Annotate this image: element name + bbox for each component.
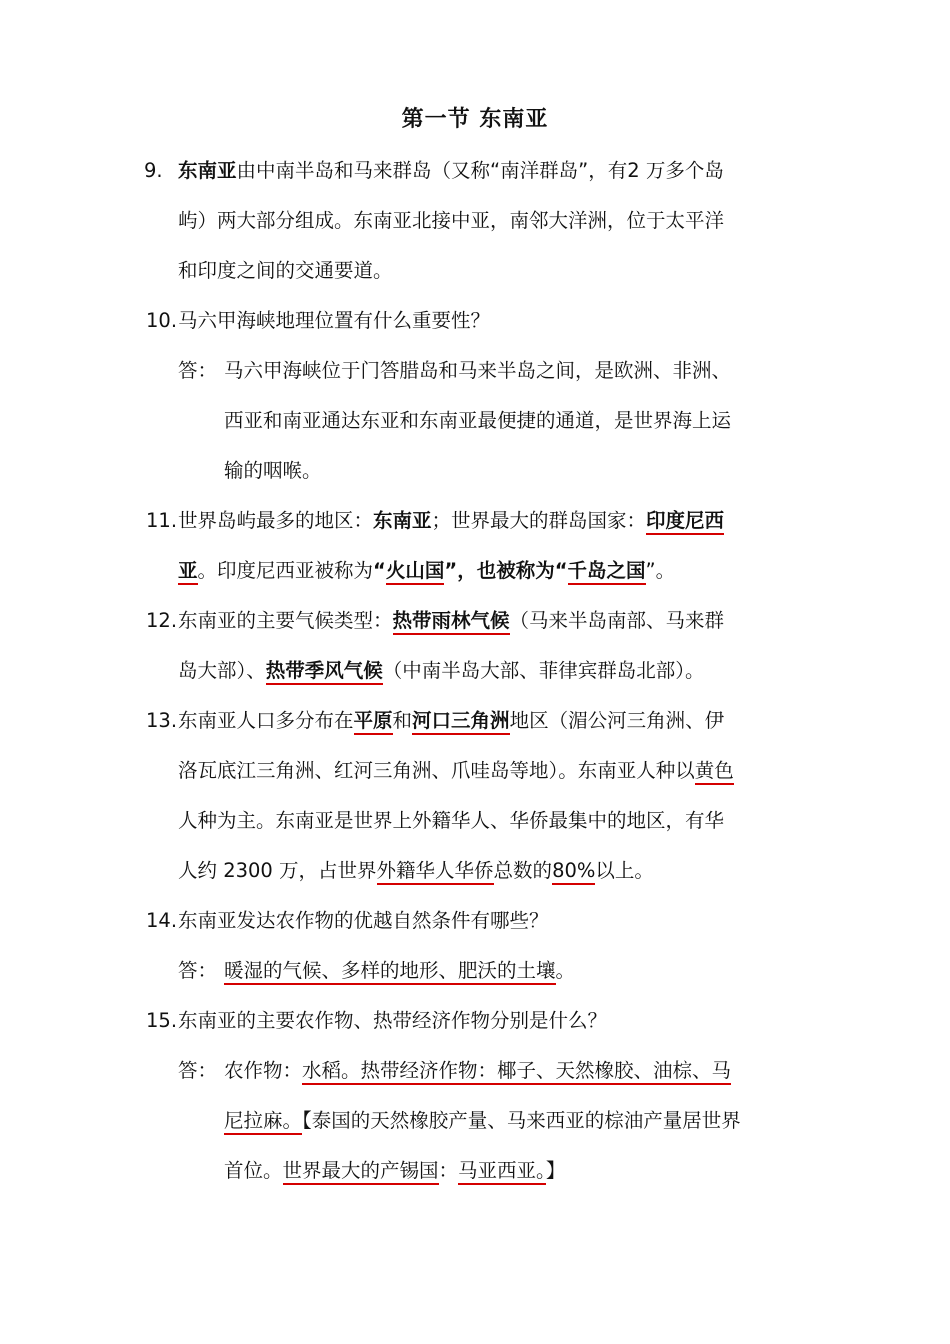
answer-highlight: 尼拉麻。: [224, 1109, 302, 1135]
answer-highlight: 水稻。热带经济作物：椰子、天然橡胶、油棕、马: [302, 1059, 731, 1085]
answer-text: 农作物：水稻。热带经济作物：椰子、天然橡胶、油棕、马 尼拉麻。【泰国的天然橡胶产量、马来西亚的棕油产量居世界 首位。世界最大的产锡国：马亚西亚。】: [224, 1046, 826, 1196]
item-number: 13.: [146, 709, 178, 732]
item-13: [146, 696, 826, 896]
item-number: 15.: [146, 1009, 178, 1032]
key-term: 东南亚: [178, 159, 237, 182]
item-15: [146, 996, 826, 1046]
answer-label: 答：: [178, 1059, 218, 1082]
item-9: [146, 146, 826, 296]
item-12: [146, 596, 826, 696]
item-text: 东南亚由中南半岛和马来群岛（又称“南洋群岛”，有2 万多个岛 屿）两大部分组成。东南亚北接中亚，南邻大洋洲，位于太平洋 和印度之间的交通要道。: [178, 159, 725, 282]
answer-highlight: 80%: [552, 859, 595, 885]
answer-label: 答：: [178, 359, 218, 382]
answer-15: [178, 1046, 826, 1196]
answer-highlight: 外籍华人华侨: [377, 859, 494, 885]
answer-highlight: 印度尼西: [646, 509, 724, 535]
item-number: 10.: [146, 309, 178, 332]
question-text: 东南亚的主要农作物、热带经济作物分别是什么？: [178, 1009, 608, 1032]
answer-highlight: 马亚西亚。: [458, 1159, 546, 1185]
item-10: [146, 296, 826, 346]
item-14: [146, 896, 826, 946]
item-number: 12.: [146, 609, 178, 632]
answer-highlight: 亚: [178, 559, 198, 585]
answer-highlight: 热带雨林气候: [393, 609, 510, 635]
answer-highlight: 平原: [354, 709, 393, 735]
answer-highlight: 黄色: [695, 759, 734, 785]
item-number: 14.: [146, 909, 178, 932]
answer-highlight: 千岛之国: [568, 559, 646, 585]
answer-highlight: 暖湿的气候、多样的地形、肥沃的土壤: [224, 959, 556, 985]
answer-14: [178, 946, 826, 996]
answer-label: 答：: [178, 959, 218, 982]
answer-highlight: 河口三角洲: [412, 709, 510, 735]
item-11: [146, 496, 826, 596]
item-number: 9.: [144, 159, 163, 182]
answer-text: 马六甲海峡位于门答腊岛和马来半岛之间，是欧洲、非洲、 西亚和南亚通达东亚和东南亚最便捷的通道，是世界海上运 输的咽喉。: [224, 359, 732, 482]
answer-10: [178, 346, 826, 496]
item-text: 东南亚人口多分布在平原和河口三角洲地区（湄公河三角洲、伊 洛瓦底江三角洲、红河三角洲、爪哇岛等地）。东南亚人种以黄色 人种为主。东南亚是世界上外籍华人、华侨最集中的地区，有华 人约 2300 万，占世界外籍华人华侨总数的80%以上。: [178, 696, 826, 896]
question-text: 东南亚发达农作物的优越自然条件有哪些？: [178, 909, 549, 932]
question-text: 马六甲海峡地理位置有什么重要性？: [178, 309, 491, 332]
answer-text: 暖湿的气候、多样的地形、肥沃的土壤。: [224, 946, 826, 996]
item-text: 东南亚的主要气候类型：热带雨林气候（马来半岛南部、马来群 岛大部）、热带季风气候（中南半岛大部、菲律宾群岛北部）。: [178, 596, 826, 696]
answer-highlight: 世界最大的产锡国: [283, 1159, 439, 1185]
item-text: 世界岛屿最多的地区：东南亚；世界最大的群岛国家：印度尼西 亚。印度尼西亚被称为“火山国”，也被称为“千岛之国”。: [178, 496, 826, 596]
answer-highlight: 火山国: [386, 559, 445, 585]
answer-highlight: 东南亚: [373, 509, 432, 532]
section-title: 第一节 东南亚: [401, 107, 549, 132]
answer-highlight: 热带季风气候: [266, 659, 383, 685]
item-number: 11.: [146, 509, 178, 532]
